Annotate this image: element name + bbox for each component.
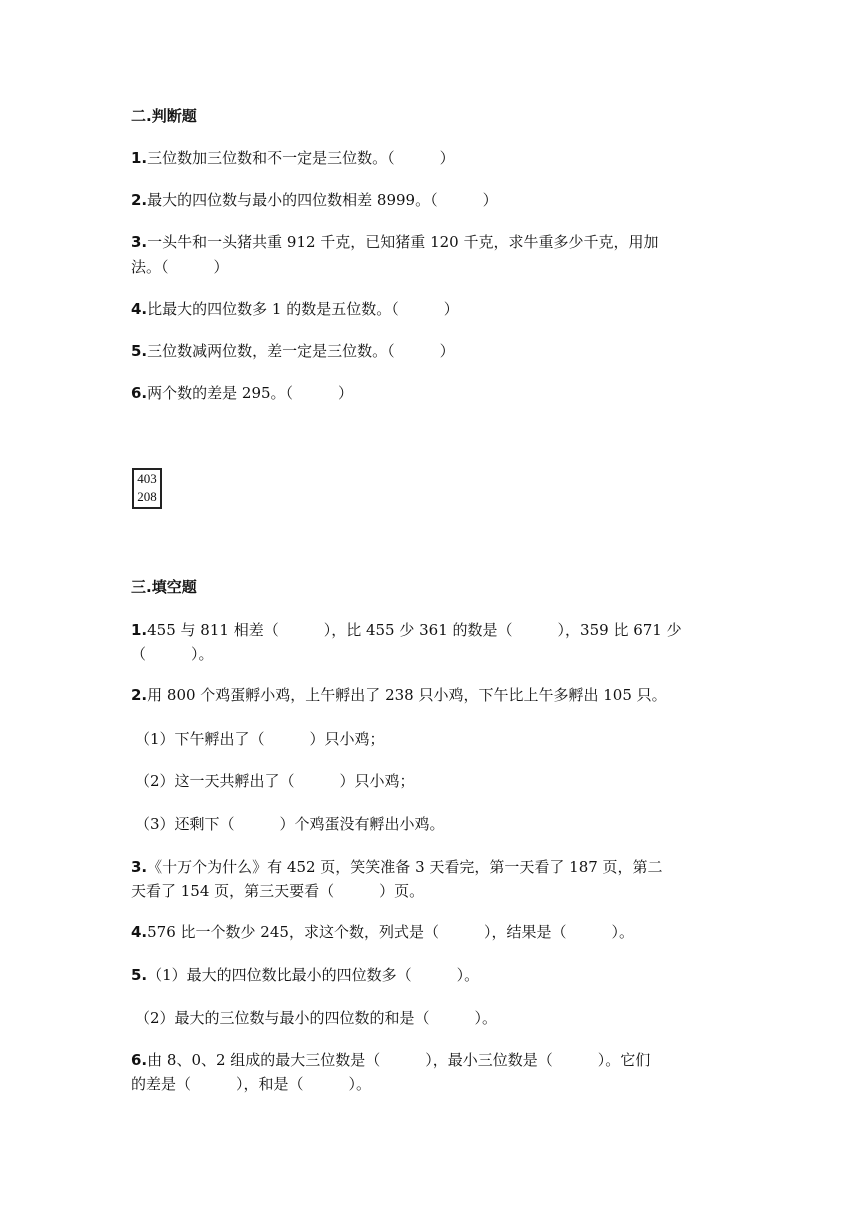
- item-text: （1）最大的四位数比最小的四位数多（ ）。: [147, 966, 480, 984]
- judge-item-6: [131, 384, 353, 402]
- item-text: 两个数的差是 295。（ ）: [147, 384, 354, 402]
- section-2-title: 二.判断题: [131, 107, 197, 125]
- judge-item-3: [131, 233, 658, 251]
- fill-item-1: [131, 621, 682, 639]
- item-text: 由 8、0、2 组成的最大三位数是（ ），最小三位数是（ ）。它们: [147, 1051, 651, 1069]
- item-text: 《十万个为什么》有 452 页，笑笑准备 3 天看完，第一天看了 187 页，第二: [147, 858, 663, 876]
- figure-top-number: 403: [137, 471, 157, 486]
- item-number: 2.: [131, 686, 148, 704]
- item-number: 1.: [131, 621, 148, 639]
- item-text: 一头牛和一头猪共重 912 千克，已知猪重 120 千克，求牛重多少千克，用加: [147, 233, 659, 251]
- item-number: 6.: [131, 1051, 148, 1069]
- item-number: 2.: [131, 191, 148, 209]
- judge-item-4: [131, 300, 459, 318]
- fill-item-3-continued: 天看了 154 页，第三天要看（ ）页。: [131, 882, 425, 900]
- judge-item-1: [131, 149, 455, 167]
- item-text: 比最大的四位数多 1 的数是五位数。（ ）: [147, 300, 459, 318]
- item-number: 4.: [131, 923, 148, 941]
- section-3-title: 三.填空题: [131, 578, 197, 596]
- fill-item-3: [131, 858, 663, 876]
- item-text: 三位数减两位数，差一定是三位数。（ ）: [147, 342, 455, 360]
- item-number: 5.: [131, 966, 148, 984]
- fill-item-2-sub-3: （3）还剩下（ ）个鸡蛋没有孵出小鸡。: [135, 815, 445, 833]
- fill-item-2-sub-2: （2）这一天共孵出了（ ）只小鸡；: [135, 772, 415, 790]
- fill-item-2-sub-1: （1）下午孵出了（ ）只小鸡；: [135, 730, 385, 748]
- item-number: 4.: [131, 300, 148, 318]
- fill-item-5-sub-2: （2）最大的三位数与最小的四位数的和是（ ）。: [135, 1009, 498, 1027]
- fill-item-6: [131, 1051, 650, 1069]
- fill-item-4: [131, 923, 634, 941]
- judge-item-5: [131, 342, 455, 360]
- item-number: 6.: [131, 384, 148, 402]
- fill-item-2: [131, 686, 667, 704]
- item-text: 用 800 个鸡蛋孵小鸡，上午孵出了 238 只小鸡，下午比上午多孵出 105 只。: [147, 686, 667, 704]
- item-text: 576 比一个数少 245，求这个数，列式是（ ），结果是（ ）。: [147, 923, 634, 941]
- fill-item-5: [131, 966, 479, 984]
- item-text: 455 与 811 相差（ ），比 455 少 361 的数是（ ），359 比 671 少: [147, 621, 682, 639]
- item-number: 3.: [131, 858, 148, 876]
- judge-item-2: [131, 191, 498, 209]
- item-number: 3.: [131, 233, 148, 251]
- item-number: 1.: [131, 149, 148, 167]
- item-text: 最大的四位数与最小的四位数相差 8999。（ ）: [147, 191, 498, 209]
- judge-item-3-continued: 法。（ ）: [131, 258, 229, 276]
- item-number: 5.: [131, 342, 148, 360]
- fill-item-6-continued: 的差是（ ），和是（ ）。: [131, 1075, 372, 1093]
- number-card-figure: [132, 468, 162, 509]
- fill-item-1-continued: （ ）。: [131, 645, 214, 663]
- item-text: 三位数加三位数和不一定是三位数。（ ）: [147, 149, 455, 167]
- figure-bottom-number: 208: [137, 489, 157, 504]
